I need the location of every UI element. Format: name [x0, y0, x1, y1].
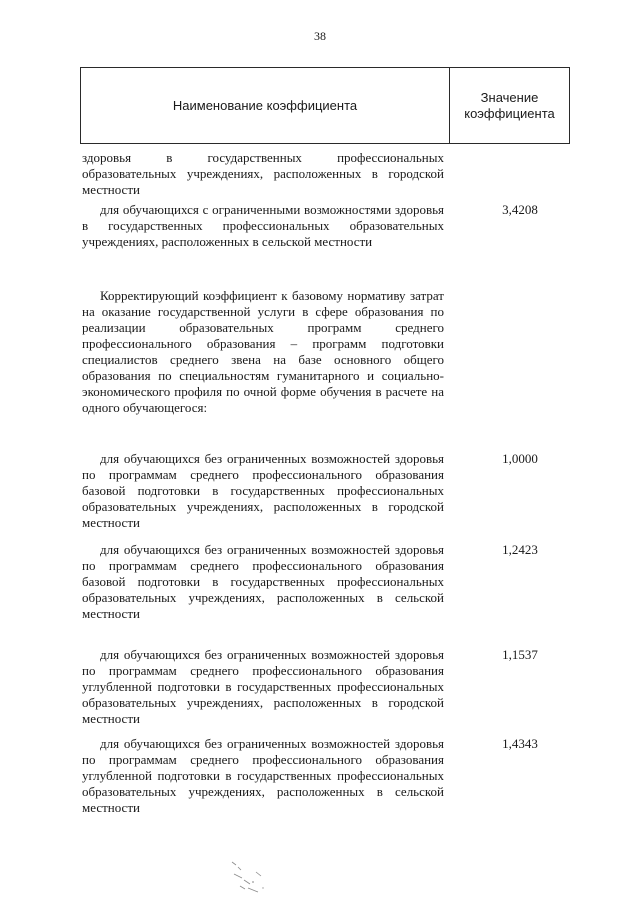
- row-text: Корректирующий коэффициент к базовому нормативу затрат на оказание государственной услуги в сфере образования по реализации образовательных программ среднего профессионального образования – программ подготовки специалистов среднего звена на базе основного общего образования по специальностям гуманитарного и социально-экономического профиля по очной форме обучения в расчете на одного обучающегося:: [82, 288, 444, 415]
- header-value-line-2: коэффициента: [464, 105, 555, 121]
- row-value: 1,0000: [502, 451, 538, 466]
- header-value-line-1: Значение: [480, 89, 539, 105]
- row-value: 1,2423: [502, 542, 538, 557]
- scan-smudge-mark: [228, 858, 278, 898]
- table-header: [80, 67, 570, 144]
- row-value: 1,1537: [502, 647, 538, 662]
- row-text: для обучающихся с ограниченными возможностями здоровья в государственных профессиональных образовательных учреждениях, расположенных в сельской местности: [82, 202, 444, 249]
- row-text: для обучающихся без ограниченных возможностей здоровья по программам среднего профессионального образования базовой подготовки в государственных профессиональных образовательных учреждениях, расположенных в городской местности: [82, 451, 444, 530]
- row-value: 3,4208: [502, 202, 538, 217]
- row-text: для обучающихся без ограниченных возможностей здоровья по программам среднего профессионального образования углубленной подготовки в государственных профессиональных образовательных учреждениях, расположенных в сельской местности: [82, 736, 444, 815]
- row-text: для обучающихся без ограниченных возможностей здоровья по программам среднего профессионального образования углубленной подготовки в государственных профессиональных образовательных учреждениях, расположенных в городской местности: [82, 647, 444, 726]
- row-text: здоровья в государственных профессиональных образовательных учреждениях, расположенных в городской местности: [82, 150, 444, 197]
- header-value-column: [450, 68, 569, 143]
- page-number: 38: [314, 29, 326, 43]
- header-name-column: Наименование коэффициента: [81, 68, 450, 143]
- row-value: 1,4343: [502, 736, 538, 751]
- row-text: для обучающихся без ограниченных возможностей здоровья по программам среднего профессионального образования базовой подготовки в государственных профессиональных образовательных учреждениях, расположенных в сельской местности: [82, 542, 444, 621]
